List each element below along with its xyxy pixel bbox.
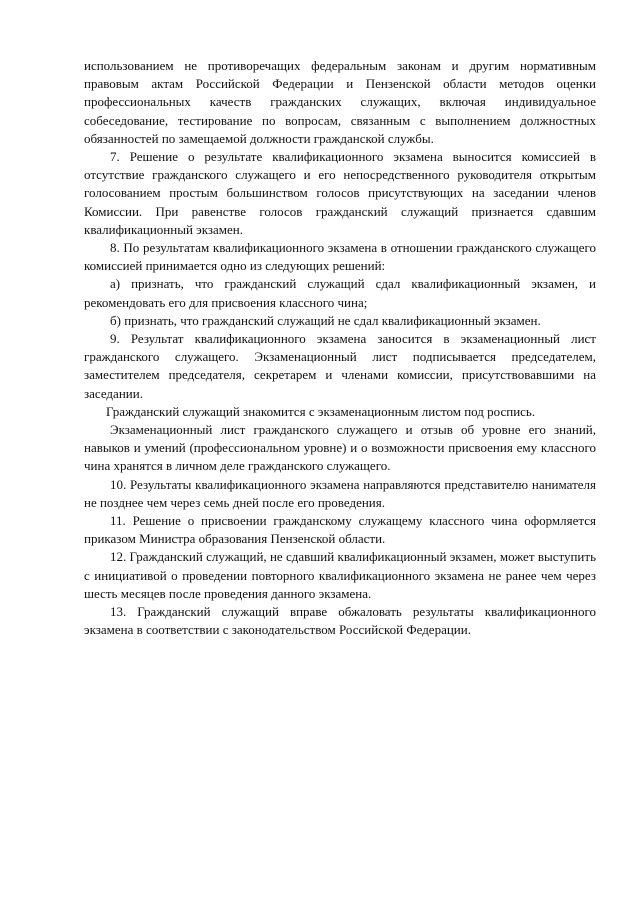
paragraph-item-8a: а) признать, что гражданский служащий сдал квалификационный экзамен, и рекомендовать его для присвоения классного чина; bbox=[84, 276, 596, 310]
paragraph-item-8: 8. По результатам квалификационного экзамена в отношении гражданского служащего комиссией принимается одно из следующих решений: bbox=[84, 240, 596, 274]
paragraph-item-9-signature: Гражданский служащий знакомится с экзаменационным листом под роспись. bbox=[106, 403, 536, 419]
paragraph-item-8b: б) признать, что гражданский служащий не сдал квалификационный экзамен. bbox=[110, 312, 541, 328]
paragraph-methods-continuation: использованием не противоречащих федеральным законам и другим нормативным правовым актам Российской Федерации и Пензенской области методов оценки профессиональных качеств гражданских служащих, включая индивидуальное собеседование, тестирование по вопросам, связанным с выполнением должностных обязанностей по замещаемой должности гражданской службы. bbox=[84, 58, 596, 146]
paragraph-item-9-storage: Экзаменационный лист гражданского служащего и отзыв об уровне его знаний, навыков и умений (профессиональном уровне) и о возможности присвоения ему классного чина хранятся в личном деле гражданского служащего. bbox=[84, 422, 596, 474]
paragraph-item-12: 12. Гражданский служащий, не сдавший квалификационный экзамен, может выступить с инициативой о проведении повторного квалификационного экзамена не ранее чем через шесть месяцев после проведения данного экзамена. bbox=[84, 549, 596, 601]
paragraph-item-13: 13. Гражданский служащий вправе обжаловать результаты квалификационного экзамена в соответствии с законодательством Российской Федерации. bbox=[84, 604, 596, 638]
paragraph-item-10: 10. Результаты квалификационного экзамена направляются представителю нанимателя не позднее чем через семь дней после его проведения. bbox=[84, 476, 596, 510]
paragraph-item-11: 11. Решение о присвоении гражданскому служащему классного чина оформляется приказом Министра образования Пензенской области. bbox=[84, 513, 596, 547]
paragraph-item-7: 7. Решение о результате квалификационного экзамена выносится комиссией в отсутствие гражданского служащего и его непосредственного руководителя открытым голосованием простым большинством голосов присутствующих на заседании членов Комиссии. При равенстве голосов гражданский служащий признается сдавшим квалификационный экзамен. bbox=[84, 149, 596, 237]
paragraph-item-9: 9. Результат квалификационного экзамена заносится в экзаменационный лист гражданского служащего. Экзаменационный лист подписывается председателем, заместителем председателя, секретарем и членами комиссии, присутствовавшими на заседании. bbox=[84, 331, 596, 401]
